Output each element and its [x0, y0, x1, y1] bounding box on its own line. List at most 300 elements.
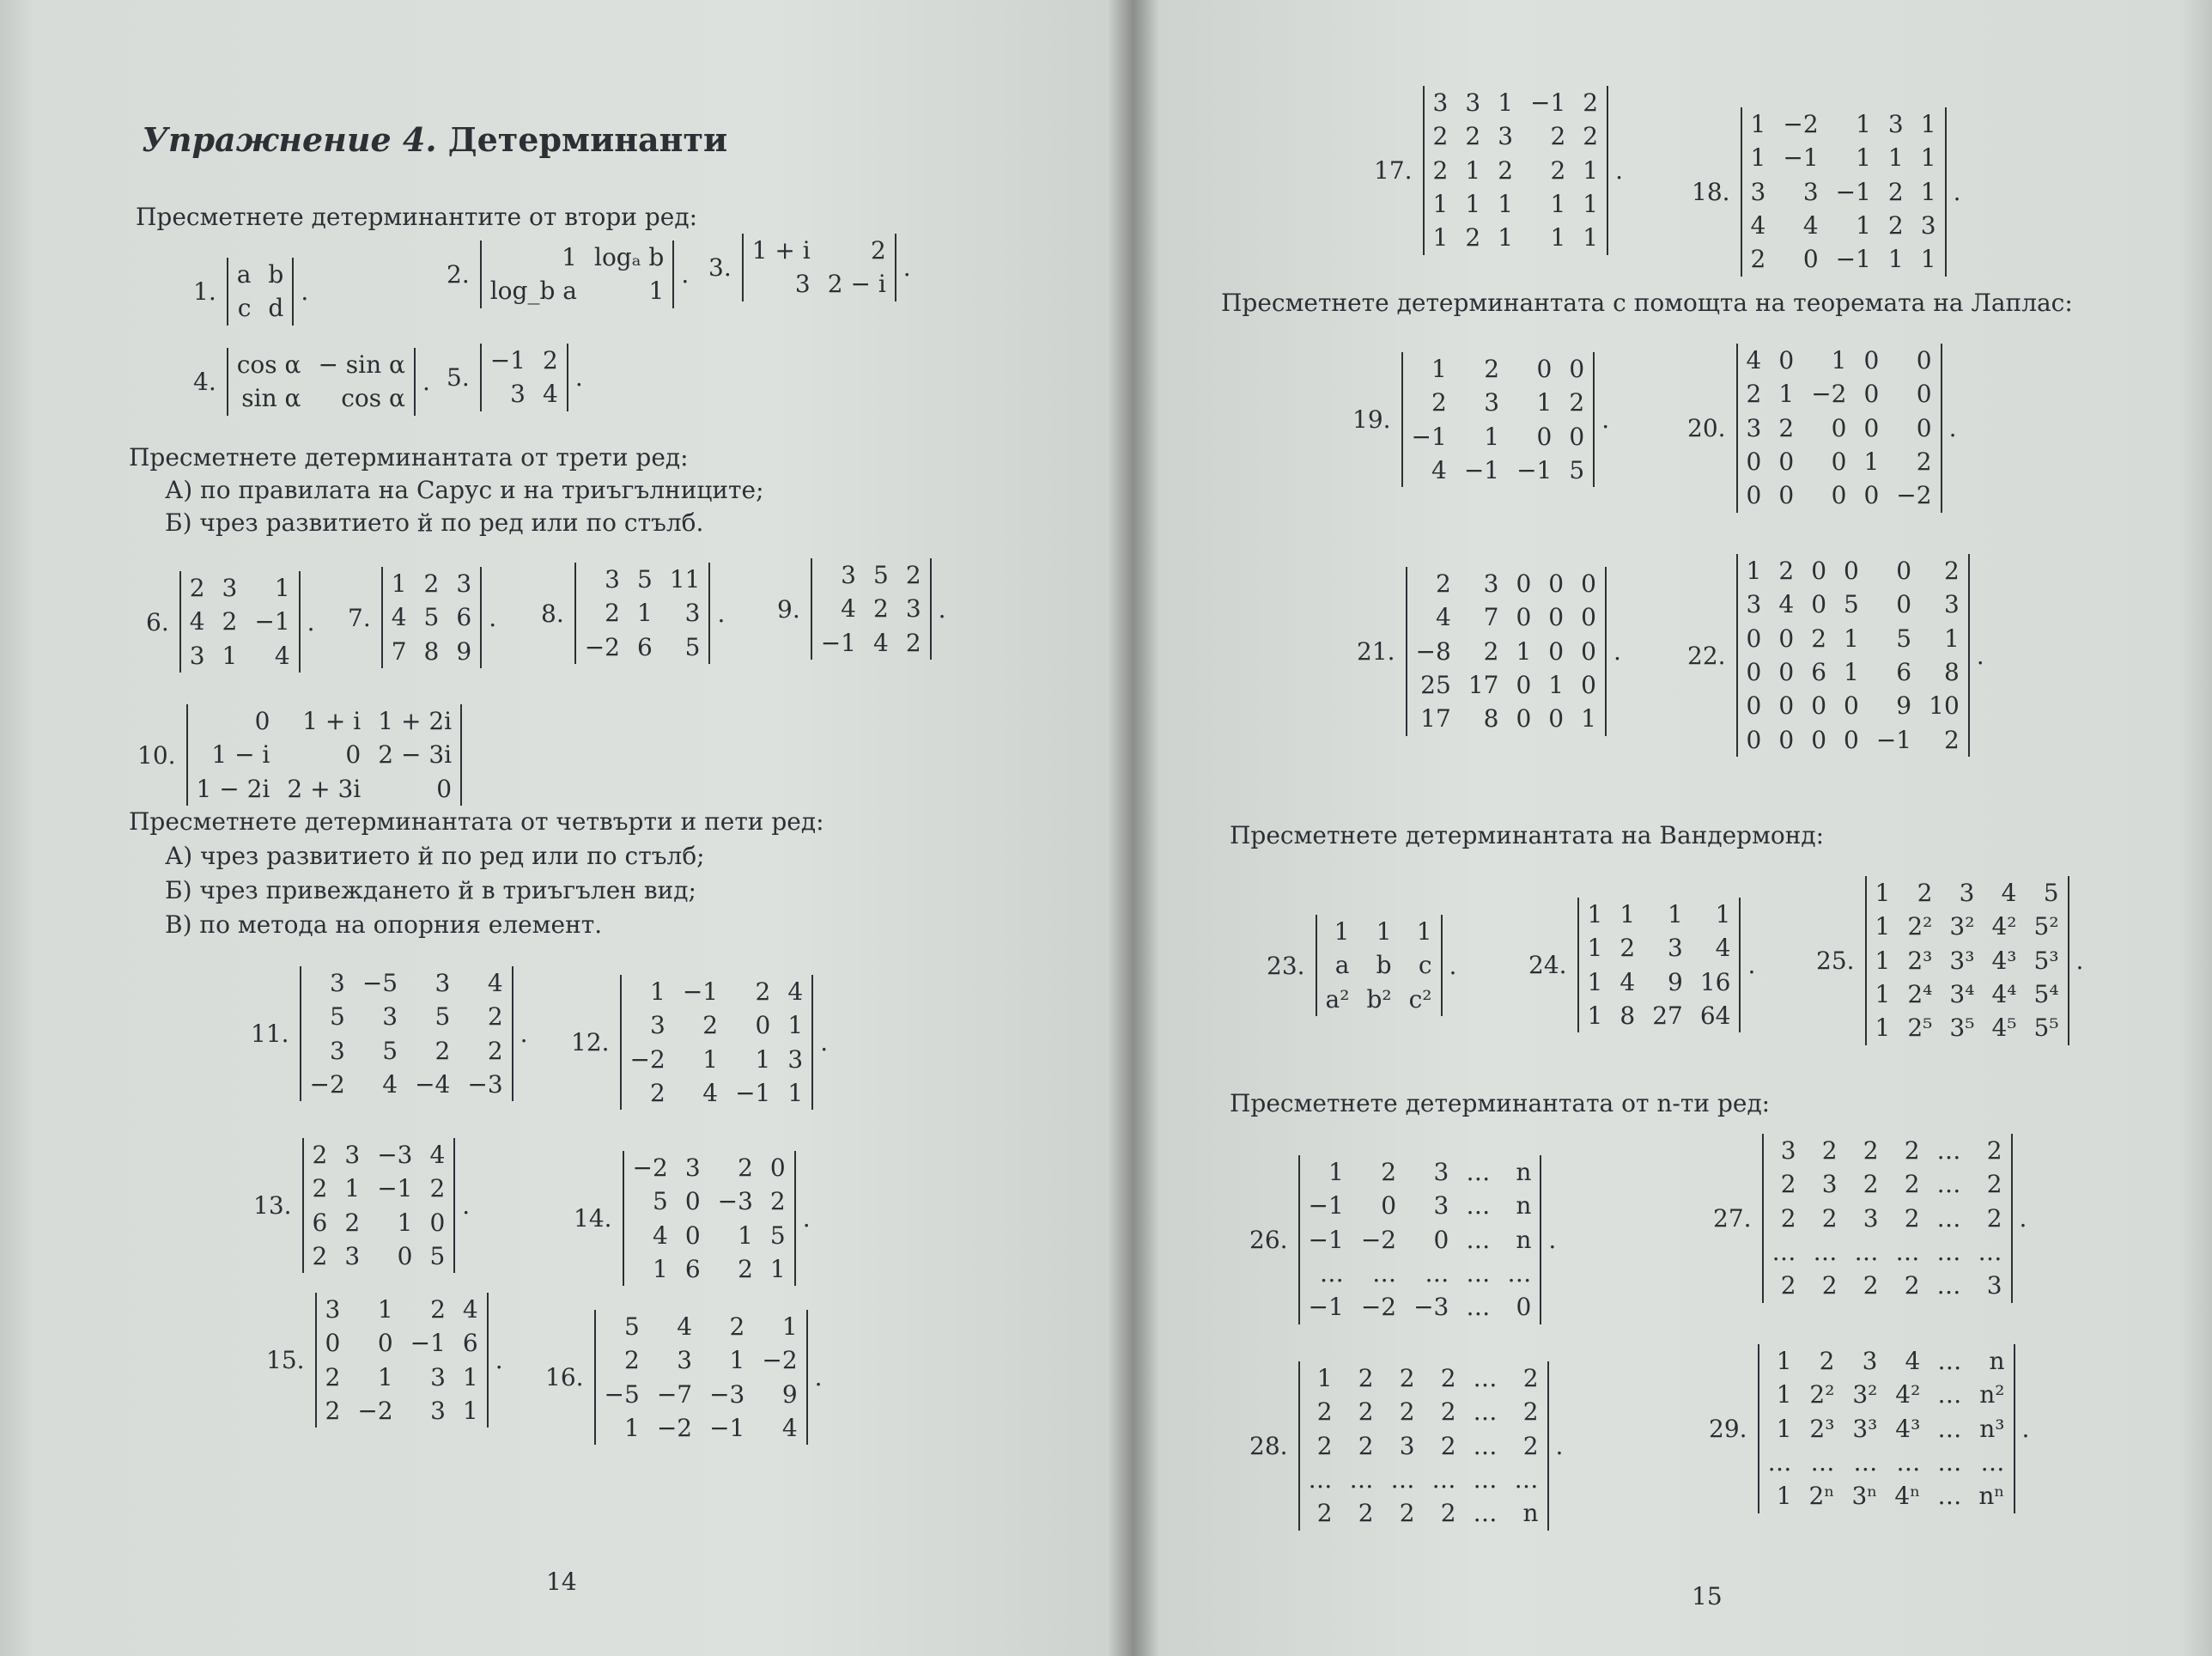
matrix-cell: 1: [1550, 223, 1566, 253]
matrix-cell: −1: [820, 628, 856, 657]
matrix-cell: 0: [1778, 481, 1795, 510]
matrix-cell: 10: [1929, 691, 1960, 721]
det-5: [447, 344, 583, 411]
matrix-cell: 2: [1431, 388, 1447, 417]
matrix-cell: −3: [467, 1070, 503, 1099]
matrix-cell: 2: [1904, 1203, 1920, 1233]
matrix-cell: 8: [1483, 704, 1499, 734]
matrix-cell: 2: [1904, 1136, 1920, 1165]
matrix-cell: −1: [377, 1174, 413, 1203]
matrix-cell: 4: [1431, 456, 1447, 485]
matrix-row: [595, 1411, 807, 1445]
matrix-cell: 0: [1433, 1225, 1449, 1254]
matrix-cell: 3⁵: [1949, 1014, 1975, 1043]
matrix-cell: 1: [1920, 143, 1936, 173]
matrix-cell: 4: [1905, 1347, 1921, 1375]
matrix-cell: …: [1896, 1448, 1921, 1477]
matrix-row: [743, 234, 896, 267]
exercise-number: 11.: [251, 1020, 289, 1049]
matrix-cell: 2: [905, 561, 921, 589]
matrix-cell: −1: [410, 1329, 446, 1358]
matrix-cell: 3³: [1949, 946, 1975, 975]
matrix-cell: 2: [1522, 1364, 1539, 1392]
matrix-cell: 2: [1904, 1271, 1920, 1300]
matrix-cell: 1: [1920, 177, 1936, 206]
matrix-cell: −1: [1308, 1191, 1344, 1221]
matrix-cell: −2: [584, 632, 620, 661]
matrix-cell: …: [1767, 1448, 1792, 1477]
matrix-cell: 4: [189, 607, 205, 636]
method-c: В) по метода на опорния елемент.: [165, 910, 603, 939]
matrix-cell: −5: [604, 1379, 640, 1409]
matrix-cell: 4: [274, 641, 290, 670]
matrix-cell: 8: [1943, 658, 1960, 687]
matrix-row: [1763, 1269, 2012, 1302]
matrix-cell: 3: [344, 1242, 361, 1271]
matrix-cell: 1: [1550, 190, 1566, 219]
matrix-cell: …: [1473, 1499, 1498, 1528]
matrix-row: [1299, 1361, 1548, 1395]
determinant-matrix: [480, 240, 675, 308]
matrix-cell: 2: [873, 594, 889, 624]
exercise-number: 24.: [1528, 951, 1567, 980]
matrix-cell: b: [268, 260, 284, 289]
exercise-number: 2.: [447, 259, 470, 289]
matrix-cell: −2: [1783, 110, 1819, 138]
matrix-row: [180, 571, 300, 605]
matrix-cell: −1: [682, 977, 719, 1006]
matrix-row: [1737, 377, 1942, 411]
matrix-cell: logₐ b: [593, 243, 665, 271]
matrix-cell: 1: [1484, 422, 1500, 451]
exercise-number: 17.: [1374, 155, 1413, 185]
matrix-cell: 1: [738, 1221, 753, 1250]
matrix-row: [1759, 1344, 2014, 1378]
exercise-number: 4.: [193, 367, 216, 396]
matrix-cell: 1: [462, 1397, 478, 1426]
matrix-cell: 1: [1376, 917, 1392, 946]
matrix-cell: 2: [1440, 1397, 1456, 1427]
det-13: [253, 1138, 470, 1273]
matrix-cell: 1: [1416, 917, 1432, 946]
matrix-row: [301, 1000, 513, 1033]
matrix-cell: …: [1466, 1225, 1491, 1254]
matrix-cell: cos α: [236, 350, 301, 379]
matrix-cell: −1: [735, 1079, 771, 1108]
matrix-cell: 7: [391, 636, 407, 666]
matrix-row: [303, 1138, 455, 1172]
matrix-cell: 3: [677, 1346, 693, 1375]
matrix-row: [303, 1239, 455, 1273]
matrix-cell: −1: [1835, 177, 1871, 206]
exercise-number: 16.: [545, 1363, 584, 1392]
matrix-cell: …: [1308, 1465, 1333, 1495]
period-mark: .: [820, 1028, 829, 1057]
determinant-matrix: [227, 258, 295, 326]
determinant-matrix: [1741, 107, 1947, 277]
matrix-cell: 1: [344, 1174, 361, 1203]
matrix-cell: 5: [329, 1002, 345, 1032]
matrix-row: [316, 1394, 488, 1428]
matrix-row: [623, 1151, 795, 1184]
matrix-row: [1763, 1134, 2012, 1167]
matrix-cell: …: [1936, 1170, 1961, 1199]
matrix-cell: 4: [462, 1295, 478, 1324]
exercise-number: 12.: [571, 1028, 610, 1057]
matrix-cell: 2: [1583, 122, 1599, 151]
matrix-cell: 11: [669, 565, 701, 594]
matrix-row: [575, 596, 710, 630]
matrix-cell: 0: [1581, 671, 1596, 700]
matrix-cell: 2 + 3i: [287, 774, 362, 803]
matrix-row: [1759, 1378, 2014, 1411]
exercise-number: 13.: [253, 1191, 292, 1221]
matrix-cell: −3: [377, 1141, 413, 1169]
matrix-cell: 4³: [1895, 1414, 1921, 1443]
matrix-cell: 1: [1750, 110, 1766, 138]
matrix-cell: 2: [1465, 122, 1481, 151]
title-italic: Упражнение 4.: [142, 120, 437, 159]
matrix-cell: 2: [1432, 122, 1449, 151]
matrix-cell: 1 + 2i: [378, 707, 453, 735]
matrix-cell: 3: [1887, 110, 1904, 138]
matrix-row: [1407, 567, 1606, 600]
matrix-cell: 2: [344, 1208, 361, 1237]
matrix-cell: a: [1334, 951, 1350, 980]
matrix-cell: 2: [1620, 934, 1636, 963]
matrix-cell: 0: [1811, 691, 1827, 721]
matrix-cell: 0: [254, 707, 270, 735]
matrix-row: [1578, 898, 1741, 931]
exercise-number: 5.: [447, 362, 470, 392]
matrix-cell: 2: [1399, 1364, 1415, 1392]
matrix-cell: 1: [652, 1255, 668, 1284]
matrix-cell: 4³: [1991, 946, 2017, 975]
matrix-cell: 1: [1668, 900, 1683, 928]
det-8: [541, 563, 725, 664]
matrix-cell: 3: [1920, 211, 1936, 240]
matrix-cell: 4: [781, 1414, 798, 1443]
matrix-cell: 5: [637, 565, 653, 594]
determinant-matrix: [620, 975, 814, 1110]
matrix-row: [1299, 1257, 1541, 1290]
det-17: [1374, 86, 1623, 255]
period-mark: .: [422, 367, 430, 396]
matrix-cell: 0: [1569, 422, 1585, 451]
det-1: [193, 258, 308, 326]
matrix-cell: 2: [1863, 1271, 1879, 1300]
det-3: [708, 234, 911, 301]
matrix-cell: 1: [377, 1295, 393, 1324]
det-18: [1692, 107, 1960, 277]
period-mark: .: [2021, 1414, 2030, 1443]
matrix-cell: 2: [649, 1079, 665, 1108]
determinant-matrix: [1736, 554, 1970, 757]
matrix-row: [1737, 689, 1969, 722]
matrix-cell: 3: [787, 1044, 804, 1074]
matrix-cell: 5: [769, 1221, 786, 1250]
matrix-cell: 1: [1498, 223, 1514, 253]
matrix-cell: 3: [1863, 1203, 1879, 1233]
matrix-cell: 2: [1440, 1364, 1456, 1392]
matrix-row: [187, 738, 462, 771]
matrix-cell: 1: [637, 599, 653, 628]
matrix-cell: 0: [1516, 603, 1532, 632]
matrix-cell: 2: [543, 346, 558, 374]
matrix-cell: 1: [1587, 967, 1603, 996]
matrix-cell: 0: [1778, 624, 1795, 653]
matrix-cell: 1: [1844, 658, 1859, 687]
matrix-cell: 2: [1863, 1136, 1879, 1165]
matrix-cell: 1: [1432, 190, 1449, 219]
matrix-cell: 2: [1943, 557, 1960, 585]
det-10: [137, 704, 462, 806]
matrix-cell: 0: [1831, 447, 1847, 477]
matrix-cell: 0: [429, 1208, 446, 1237]
matrix-row: [1759, 1479, 2014, 1513]
matrix-cell: 2: [325, 1362, 341, 1391]
determinant-matrix: [186, 704, 463, 806]
matrix-cell: 1: [1920, 245, 1936, 274]
matrix-cell: 1 − i: [211, 740, 270, 770]
matrix-cell: 3: [1821, 1170, 1838, 1199]
matrix-cell: 4: [1620, 967, 1636, 996]
matrix-cell: …: [1937, 1482, 1962, 1511]
matrix-cell: 2: [605, 599, 620, 628]
matrix-cell: −1: [1463, 456, 1500, 485]
matrix-cell: −2: [629, 1044, 665, 1074]
matrix-cell: 0: [1778, 725, 1795, 754]
matrix-cell: 1: [1920, 110, 1936, 138]
matrix-cell: 2 − i: [827, 270, 886, 299]
matrix-cell: 0: [1916, 413, 1932, 442]
exercise-number: 20.: [1687, 413, 1726, 442]
matrix-cell: 2: [1316, 1499, 1333, 1528]
det-11: [251, 966, 528, 1101]
matrix-cell: 2: [1746, 380, 1762, 409]
matrix-cell: 1: [274, 574, 290, 602]
matrix-cell: 2: [738, 1255, 753, 1284]
determinant-matrix: [381, 567, 482, 668]
matrix-row: [481, 377, 568, 411]
title-bold: Детерминанти: [447, 120, 728, 159]
matrix-row: [303, 1172, 455, 1205]
determinant-matrix: [1298, 1155, 1542, 1324]
period-mark: .: [1976, 641, 1984, 670]
matrix-cell: 1 − 2i: [196, 774, 270, 803]
matrix-cell: 5: [1844, 590, 1859, 619]
matrix-cell: 25: [1420, 671, 1451, 700]
matrix-cell: 0: [1581, 603, 1596, 632]
matrix-cell: 1: [1750, 143, 1766, 173]
matrix-cell: 2: [1904, 1170, 1920, 1199]
matrix-cell: 3: [456, 569, 472, 598]
matrix-cell: 4: [2001, 879, 2017, 907]
matrix-cell: 1: [1536, 388, 1553, 417]
matrix-cell: …: [1349, 1465, 1374, 1495]
matrix-cell: 2: [1522, 1431, 1539, 1460]
matrix-row: [1741, 242, 1946, 276]
matrix-cell: 2: [1583, 88, 1599, 117]
matrix-row: [575, 630, 710, 664]
exercise-number: 25.: [1816, 946, 1855, 975]
matrix-cell: 4: [1435, 603, 1451, 632]
matrix-row: [316, 1361, 488, 1394]
matrix-cell: 5: [2043, 879, 2059, 907]
matrix-row: [1737, 588, 1969, 621]
matrix-cell: …: [1937, 1448, 1962, 1477]
matrix-cell: 2: [1522, 1397, 1539, 1427]
period-mark: .: [301, 277, 309, 306]
matrix-cell: a: [236, 260, 252, 289]
matrix-cell: 0: [1536, 422, 1553, 451]
matrix-cell: 2: [1780, 1170, 1796, 1199]
matrix-cell: 0: [1746, 725, 1762, 754]
matrix-cell: 3: [794, 270, 811, 299]
matrix-cell: 0: [1778, 691, 1795, 721]
matrix-cell: …: [1431, 1465, 1456, 1495]
matrix-cell: b²: [1366, 984, 1392, 1014]
matrix-cell: …: [1473, 1465, 1498, 1495]
matrix-cell: 1: [1316, 1364, 1333, 1392]
matrix-cell: 0: [1581, 636, 1596, 666]
matrix-cell: 1: [1581, 704, 1596, 734]
matrix-cell: 2: [1778, 557, 1795, 585]
matrix-cell: …: [1978, 1238, 2002, 1267]
matrix-cell: −2: [762, 1346, 798, 1375]
matrix-cell: −1: [1308, 1293, 1344, 1322]
det-4: [193, 348, 430, 416]
matrix-row: [228, 258, 294, 291]
matrix-cell: −1: [1530, 88, 1566, 117]
determinant-matrix: [742, 234, 896, 301]
matrix-cell: 2: [1483, 636, 1499, 666]
matrix-cell: 1 + i: [751, 236, 811, 265]
matrix-cell: 0: [769, 1154, 786, 1182]
matrix-cell: −3: [709, 1379, 745, 1409]
det-24: [1528, 898, 1755, 1032]
matrix-row: [1299, 1395, 1548, 1428]
matrix-cell: 2: [1465, 223, 1481, 253]
matrix-cell: 2 − 3i: [378, 740, 453, 770]
matrix-cell: 3: [684, 599, 701, 628]
exercise-title: [142, 122, 727, 158]
exercise-number: 7.: [348, 603, 371, 632]
matrix-cell: 2: [1358, 1499, 1374, 1528]
matrix-cell: 2: [755, 977, 771, 1006]
matrix-cell: 0: [1746, 624, 1762, 653]
matrix-row: [1737, 622, 1969, 655]
matrix-cell: 2²: [1907, 912, 1933, 941]
matrix-cell: 3: [1432, 88, 1449, 117]
right-page: [1133, 0, 2212, 1656]
matrix-cell: 2: [429, 1174, 446, 1203]
matrix-cell: 1: [1587, 1002, 1603, 1031]
matrix-cell: 2: [729, 1312, 745, 1341]
matrix-row: [228, 381, 415, 415]
period-mark: .: [1555, 1431, 1564, 1460]
matrix-cell: −1: [1308, 1225, 1344, 1254]
matrix-cell: 4: [391, 603, 407, 632]
matrix-row: [1741, 107, 1946, 141]
exercise-number: 15.: [266, 1346, 305, 1375]
matrix-cell: …: [1372, 1259, 1397, 1288]
matrix-cell: 2⁴: [1907, 980, 1933, 1009]
matrix-cell: 1: [1776, 1414, 1792, 1443]
matrix-row: [1424, 187, 1608, 221]
matrix-cell: …: [1980, 1448, 2005, 1477]
matrix-cell: −2: [1360, 1293, 1397, 1322]
matrix-row: [623, 1252, 795, 1286]
matrix-cell: 1: [391, 569, 407, 598]
matrix-row: [481, 344, 568, 377]
matrix-cell: 3: [1668, 934, 1683, 963]
period-mark: .: [462, 1191, 471, 1221]
matrix-cell: 1: [729, 1346, 745, 1375]
matrix-cell: −1: [1783, 143, 1819, 173]
matrix-cell: 3: [430, 1362, 446, 1391]
matrix-cell: 3: [344, 1141, 361, 1169]
matrix-cell: …: [1507, 1259, 1532, 1288]
matrix-cell: 3: [1498, 122, 1514, 151]
exercise-number: 28.: [1249, 1431, 1288, 1460]
matrix-cell: …: [1936, 1136, 1961, 1165]
matrix-cell: 3²: [1949, 912, 1975, 941]
matrix-cell: 1: [1587, 900, 1603, 928]
matrix-cell: 2: [738, 1154, 753, 1182]
matrix-cell: 4: [1750, 211, 1766, 240]
method-expansion: Б) чрез развитието й по ред или по стълб.: [165, 508, 704, 537]
matrix-cell: −1: [1411, 422, 1447, 451]
determinant-matrix: [1577, 898, 1741, 1032]
matrix-cell: 1: [1583, 223, 1599, 253]
matrix-cell: 0: [1844, 557, 1859, 585]
matrix-cell: 1: [787, 1011, 804, 1040]
matrix-row: [595, 1310, 807, 1343]
period-mark: .: [681, 259, 690, 289]
matrix-cell: n³: [1979, 1414, 2005, 1443]
matrix-cell: 0: [1863, 413, 1880, 442]
matrix-cell: 9: [781, 1379, 798, 1409]
matrix-cell: a²: [1325, 984, 1350, 1014]
matrix-row: [301, 1068, 513, 1101]
matrix-row: [1578, 999, 1741, 1032]
matrix-row: [1741, 175, 1946, 209]
det-6: [146, 571, 315, 673]
matrix-cell: 0: [1548, 603, 1565, 632]
matrix-cell: 0: [1746, 658, 1762, 687]
matrix-cell: 0: [1802, 245, 1819, 274]
matrix-cell: 2: [1778, 413, 1795, 442]
matrix-cell: 2²: [1809, 1380, 1835, 1409]
matrix-cell: 2: [1750, 245, 1766, 274]
matrix-cell: 3: [434, 969, 451, 997]
matrix-cell: 2: [1819, 1347, 1835, 1375]
exercise-number: 10.: [137, 740, 176, 770]
det-20: [1687, 344, 1956, 513]
det-23: [1267, 915, 1456, 1016]
matrix-cell: 0: [1863, 346, 1880, 374]
matrix-row: [1763, 1167, 2012, 1201]
determinant-matrix: [179, 571, 301, 673]
matrix-cell: 3: [1750, 177, 1766, 206]
matrix-cell: −8: [1415, 636, 1451, 666]
matrix-cell: …: [1936, 1271, 1961, 1300]
matrix-cell: …: [1514, 1465, 1539, 1495]
matrix-cell: 1: [1875, 879, 1891, 907]
determinant-matrix: [1406, 567, 1607, 736]
matrix-cell: 4: [543, 380, 558, 409]
